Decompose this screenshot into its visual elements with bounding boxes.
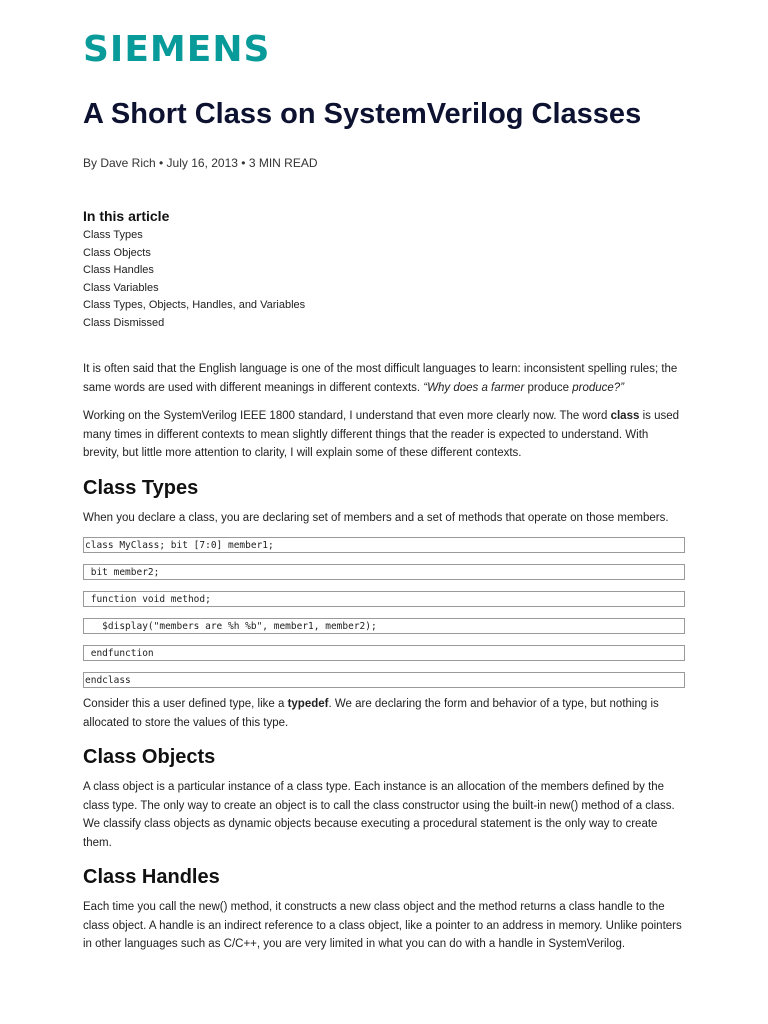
keyword-typedef: typedef <box>287 698 329 710</box>
toc-link-class-dismissed[interactable]: Class Dismissed <box>83 316 165 329</box>
heading-class-handles: Class Handles <box>83 866 220 888</box>
intro-p2-pre: Working on the SystemVerilog IEEE 1800 standard, I understand that even more clearly now. The word <box>83 410 611 422</box>
article-body <box>83 360 685 964</box>
toc-link-class-variables[interactable]: Class Variables <box>83 281 159 294</box>
class-handles-paragraph: Each time you call the new() method, it constructs a new class object and the method returns a class handle to the class object. A handle is an indirect reference to a class object, like a pointer to an address in memory. Unlike pointers in other languages such as C/C++, you are very limited in what you can do with a handle in SystemVerilog. <box>83 901 682 950</box>
toc-list <box>83 227 305 332</box>
code-line: function void method; <box>83 591 685 607</box>
page-title: A Short Class on SystemVerilog Classes <box>83 98 642 130</box>
table-of-contents <box>83 206 305 332</box>
toc-heading: In this article <box>83 208 170 224</box>
intro-text: It is often said that the English language is one of the most difficult languages to learn: inconsistent spelling rules; the same words are used with different meanings in different contexts. <box>83 363 678 394</box>
class-types-p2-post: . We are declaring the form and behavior of a type, but nothing is allocated to store the values of this type. <box>83 698 659 729</box>
intro-quote-end: produce?” <box>572 381 625 394</box>
intro-paragraph-1 <box>83 360 685 397</box>
class-types-paragraph-1: When you declare a class, you are declaring set of members and a set of methods that operate on those members. <box>83 511 669 524</box>
class-objects-paragraph: A class object is a particular instance of a class type. Each instance is an allocation of the members defined by the class type. The only way to create an object is to call the class constructor using the built-in new() method of a class. We classify class objects as dynamic objects because executing a procedural statement is the only way to create them. <box>83 781 675 849</box>
code-line: endclass <box>83 672 685 688</box>
code-line: class MyClass; bit [7:0] member1; <box>83 537 685 553</box>
intro-paragraph-2 <box>83 407 685 463</box>
toc-link-class-types[interactable]: Class Types <box>83 229 143 241</box>
keyword-class: class <box>610 410 640 422</box>
class-types-paragraph-2 <box>83 695 685 732</box>
toc-link-class-handles[interactable]: Class Handles <box>83 264 154 276</box>
class-types-p2-pre: Consider this a user defined type, like a <box>83 698 288 710</box>
byline: By Dave Rich • July 16, 2013 • 3 MIN READ <box>83 156 318 170</box>
intro-quote-start: “Why does a farmer <box>423 381 525 394</box>
code-line: endfunction <box>83 645 685 661</box>
heading-class-types: Class Types <box>83 476 199 499</box>
heading-class-objects: Class Objects <box>83 746 216 768</box>
intro-quote-mid: produce <box>524 381 573 394</box>
code-line: bit member2; <box>83 564 685 580</box>
toc-link-class-types-objects-handles-variables[interactable]: Class Types, Objects, Handles, and Variables <box>83 299 306 311</box>
intro-p2-post: is used many times in different contexts to mean slightly different things that the reader is expected to understand. With brevity, but little more attention to clarity, I will explain some of these different contexts. <box>83 410 680 459</box>
siemens-logo[interactable]: SIEMENS <box>83 29 271 70</box>
code-line: $display("members are %h %b", member1, member2); <box>83 618 685 634</box>
toc-link-class-objects[interactable]: Class Objects <box>83 246 151 259</box>
